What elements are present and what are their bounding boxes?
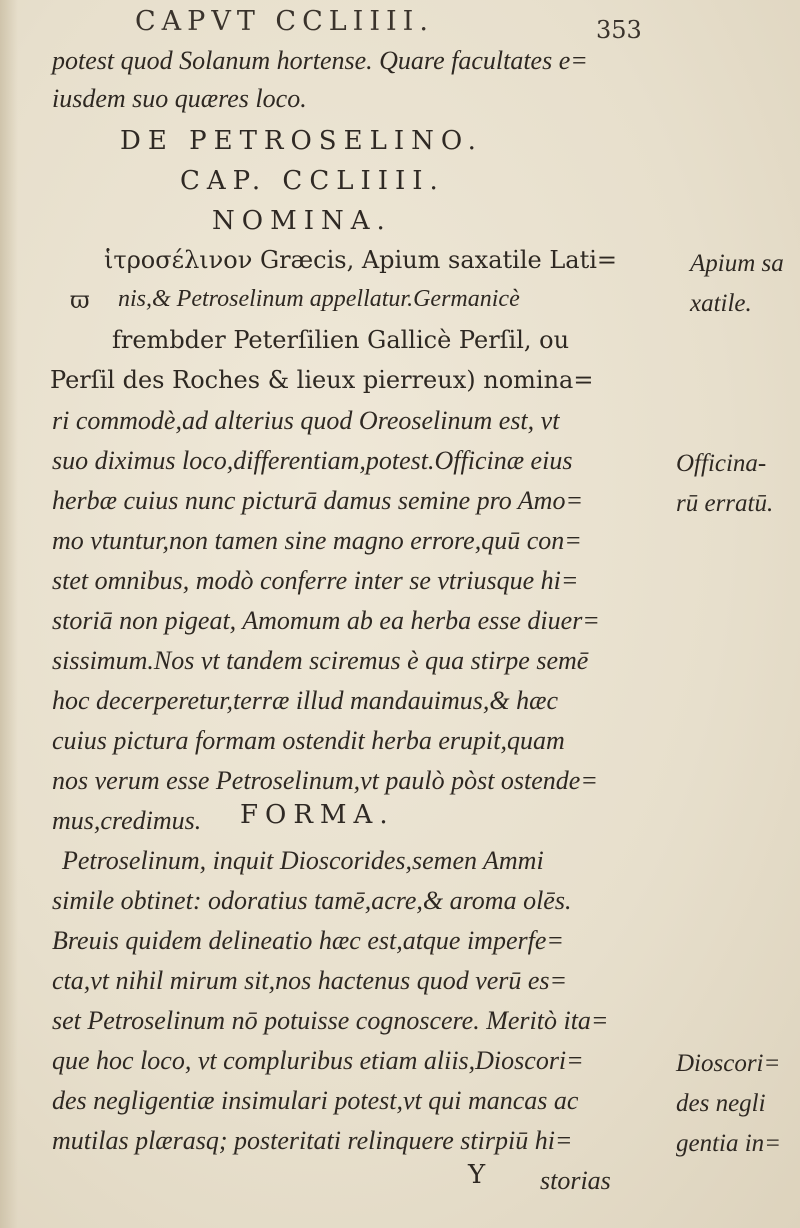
marginal-note: rū erratū. [676, 490, 774, 517]
marginal-note: des negli [676, 1090, 766, 1117]
page-gutter-shadow [0, 0, 18, 1228]
text-line: mutilas plærasq; posteritati relinquere stirpiū hi= [52, 1126, 573, 1155]
marginal-note: xatile. [690, 290, 752, 317]
text-line: set Petroselinum nō potuisse cognoscere. Meritò ita= [52, 1006, 609, 1035]
catchword: storias [540, 1166, 611, 1195]
text-line: ἱτροσέλινον Græcis, Apium saxatile Lati= [104, 246, 618, 274]
text-line: storiā non pigeat, Amomum ab ea herba esse diuer= [52, 606, 600, 635]
text-line: sissimum.Nos vt tandem sciremus è qua stirpe semē [52, 646, 589, 675]
text-line: Petroselinum, inquit Dioscorides,semen Ammi [62, 846, 544, 875]
text-line: Perſil des Roches & lieux pierreux) nomina= [50, 366, 594, 394]
marginal-note: Officina- [676, 450, 767, 477]
text-line: suo diximus loco,differentiam,potest.Officinæ eius [52, 446, 573, 475]
text-line: iusdem suo quæres loco. [52, 84, 307, 113]
text-line: herbæ cuius nunc picturā damus semine pro Amo= [52, 486, 584, 515]
running-title: CAPVT CCLIIII. [135, 6, 434, 37]
text-line: nis,& Petroselinum appellatur.Germanicè [118, 286, 520, 312]
chapter-title: DE PETROSELINO. [120, 126, 483, 156]
text-line: stet omnibus, modò conferre inter se vtriusque hi= [52, 566, 579, 595]
page-number: 353 [596, 16, 642, 44]
section-heading-forma: FORMA. [240, 800, 395, 830]
text-line: des negligentiæ insimulari potest,vt qui mancas ac [52, 1086, 579, 1115]
text-line: que hoc loco, vt compluribus etiam aliis,Dioscori= [52, 1046, 584, 1075]
signature-mark: Y [468, 1160, 486, 1190]
marginal-note: gentia in= [676, 1130, 782, 1157]
text-line: cta,vt nihil mirum sit,nos hactenus quod verū es= [52, 966, 568, 995]
marginal-note: Dioscori= [676, 1050, 781, 1077]
text-line: mus,credimus. [52, 806, 202, 835]
text-line: frembder Peterſilien Gallicè Perſil, ou [112, 326, 570, 354]
text-line: cuius pictura formam ostendit herba erupit,quam [52, 726, 565, 755]
section-heading-nomina: NOMINA. [212, 206, 392, 236]
text-line: nos verum esse Petroselinum,vt paulò pòst ostende= [52, 766, 598, 795]
text-line: hoc decerperetur,terræ illud mandauimus,& hæc [52, 686, 558, 715]
text-line: potest quod Solanum hortense. Quare facultates e= [52, 46, 588, 75]
greek-letter-mark: ϖ [70, 286, 90, 314]
text-line: mo vtuntur,non tamen sine magno errore,quū con= [52, 526, 582, 555]
text-line: ri commodè,ad alterius quod Oreoselinum est, vt [52, 406, 560, 435]
chapter-number: CAP. CCLIIII. [180, 166, 445, 196]
text-line: simile obtinet: odoratius tamē,acre,& aroma olēs. [52, 886, 572, 915]
text-line: Breuis quidem delineatio hæc est,atque imperfe= [52, 926, 564, 955]
marginal-note: Apium sa [690, 250, 784, 277]
